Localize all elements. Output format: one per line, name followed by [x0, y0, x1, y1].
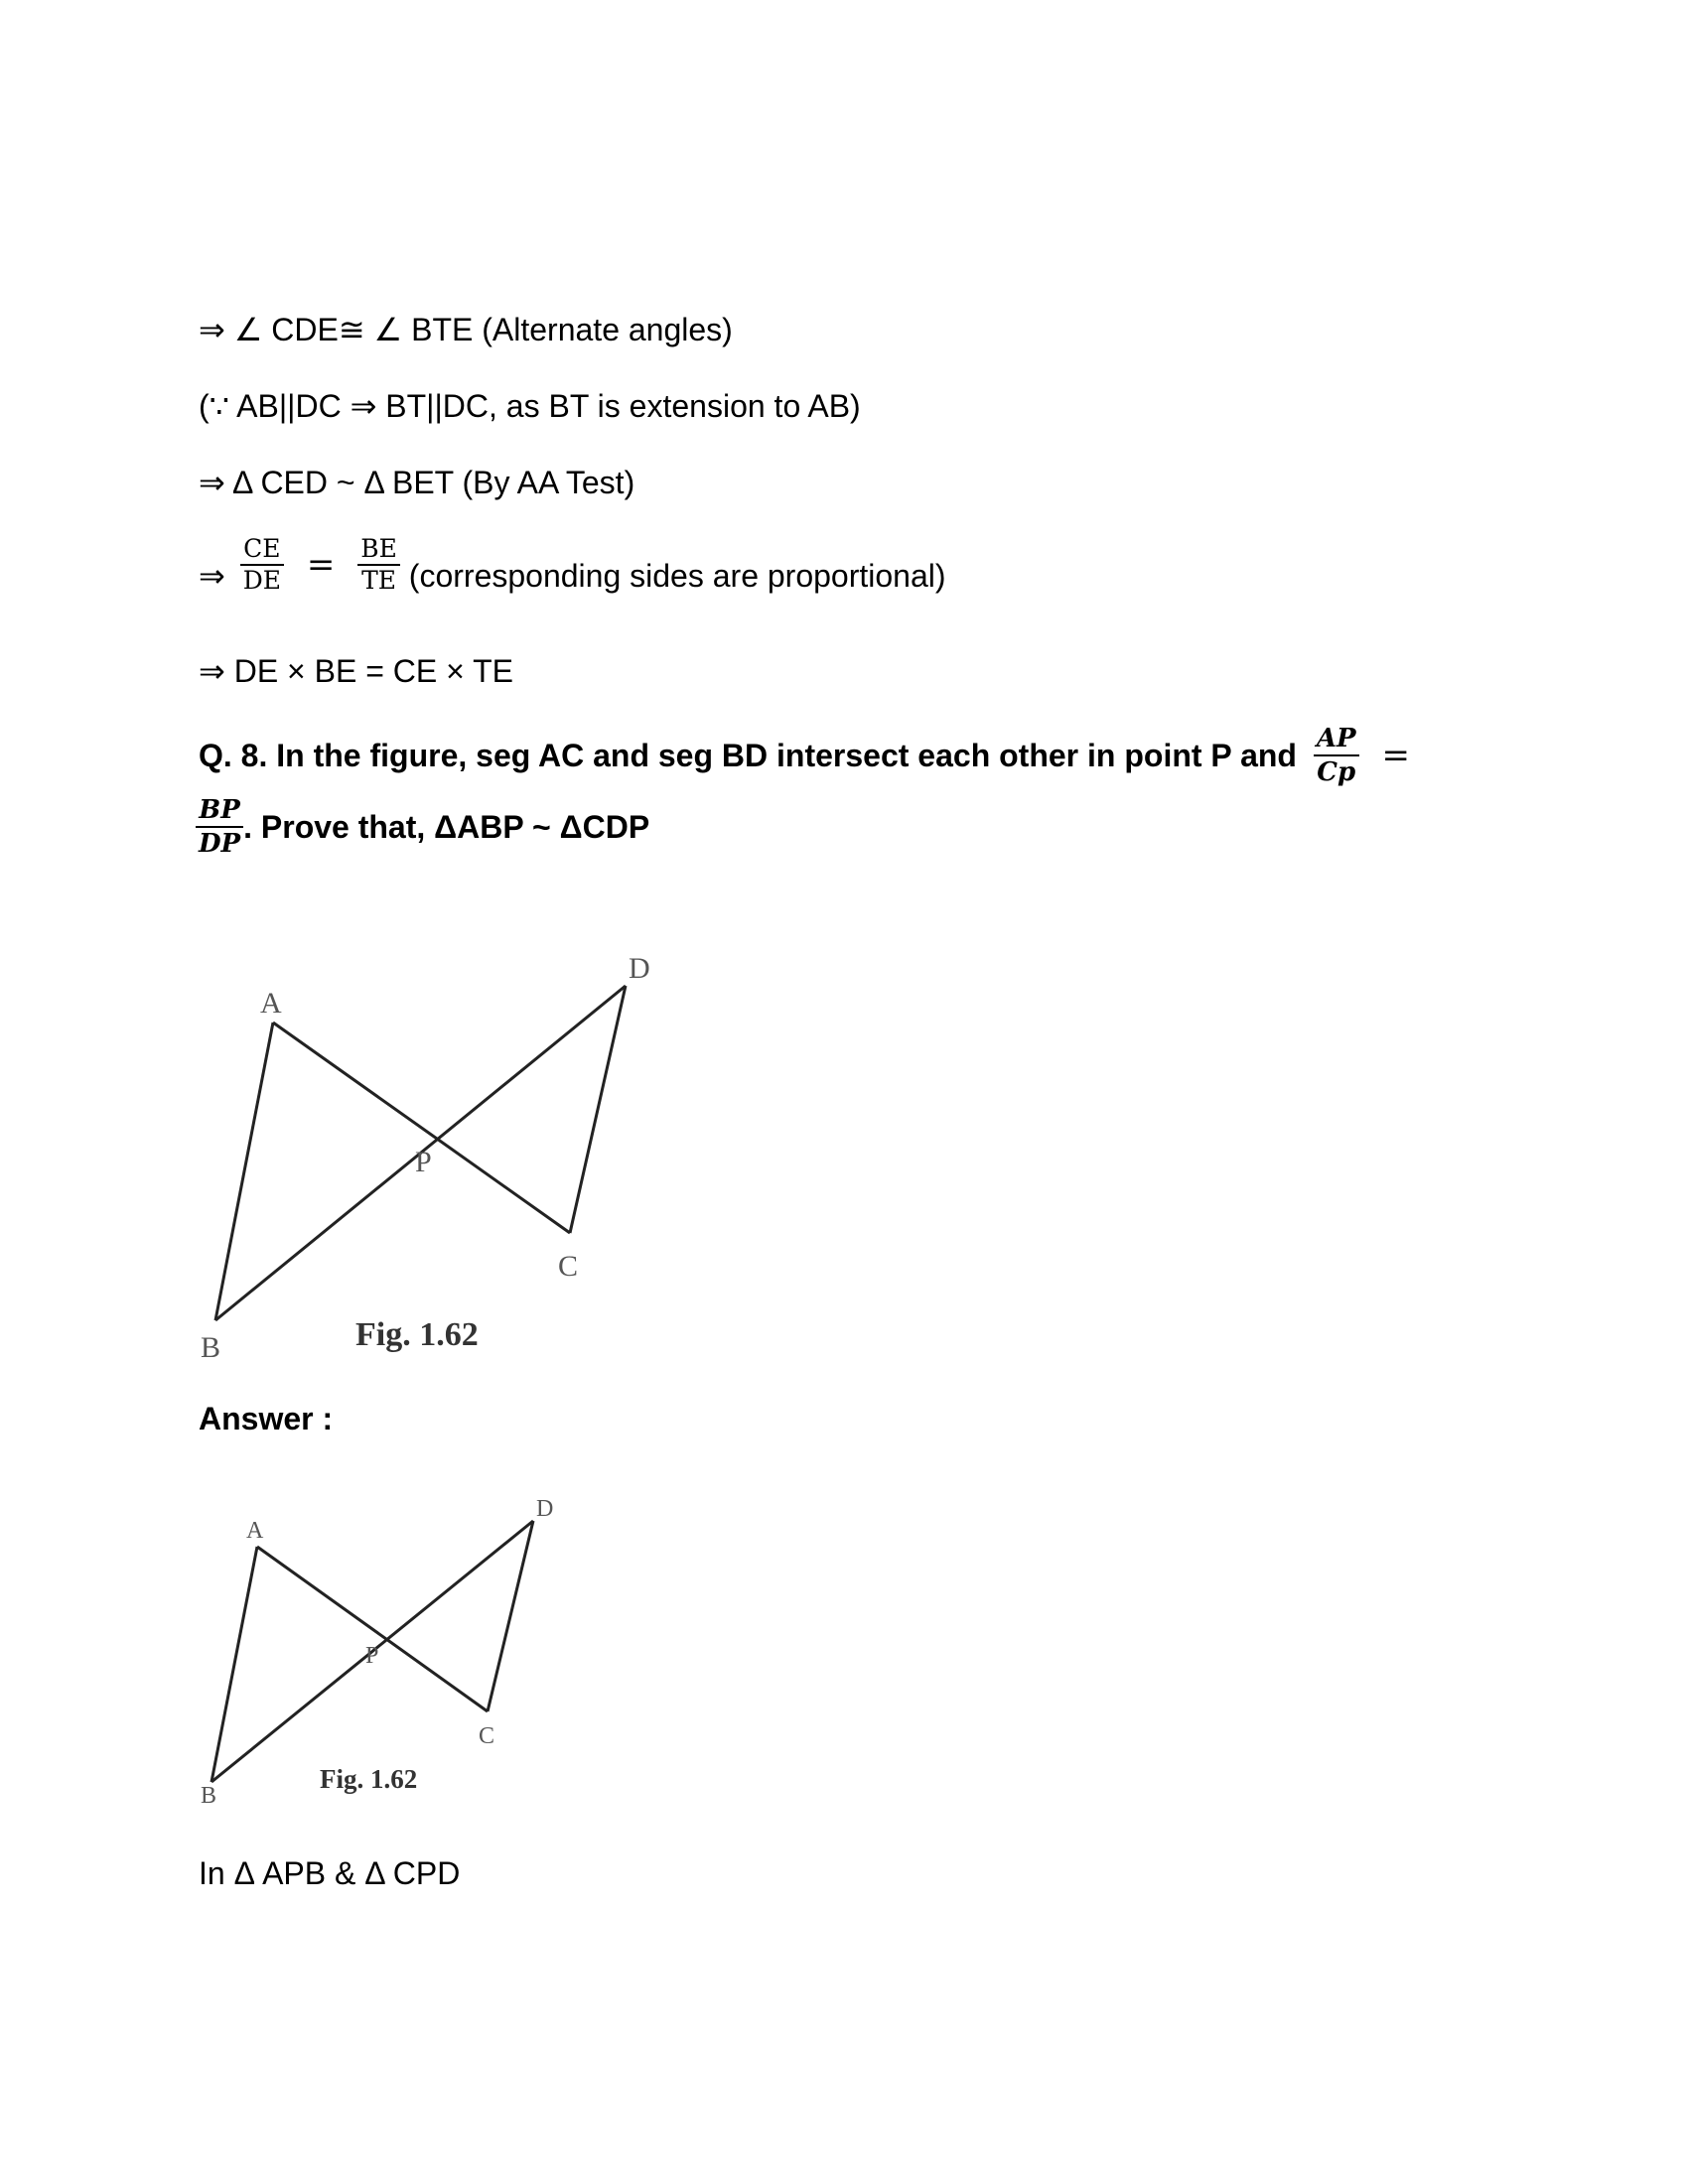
bowtie-diagram [189, 893, 675, 1370]
fraction-be-te [357, 534, 400, 596]
fraction-bp-dp [196, 794, 243, 860]
label-p: P [365, 1643, 379, 1669]
question-8-line-2 [199, 794, 649, 860]
label-b: B [201, 1783, 217, 1809]
label-a: A [260, 987, 282, 1020]
proof-line-similarity: ⇒ Δ CED ~ Δ BET (By AA Test) [199, 465, 635, 500]
answer-label: Answer : [199, 1401, 334, 1436]
question-8-line-1 [199, 723, 1424, 788]
figure-1-62-answer [189, 1439, 576, 1817]
label-d: D [629, 952, 650, 985]
bowtie-diagram [189, 1439, 576, 1817]
figure-caption: Fig. 1.62 [355, 1316, 479, 1353]
proof-line-alternate-angles: ⇒ ∠ CDE≅ ∠ BTE (Alternate angles) [199, 312, 733, 347]
fraction-denominator: DE [242, 566, 281, 595]
equals-sign: = [1381, 736, 1410, 775]
triangles-statement: In Δ APB & Δ CPD [199, 1855, 461, 1891]
label-b: B [201, 1331, 221, 1364]
figure-caption: Fig. 1.62 [320, 1764, 418, 1794]
fraction-numerator: CE [240, 534, 284, 566]
implies-symbol: ⇒ [199, 558, 225, 594]
fraction-denominator: DP [199, 829, 241, 859]
segment-ac [257, 1547, 488, 1711]
label-d: D [536, 1496, 554, 1522]
question-conclusion: . Prove that, ΔABP ~ ΔCDP [243, 809, 650, 845]
figure-1-62-question [189, 893, 675, 1370]
fraction-ce-de [240, 534, 284, 596]
fraction-numerator: BP [196, 794, 243, 828]
fraction-numerator: AP [1314, 723, 1359, 756]
label-p: P [415, 1146, 432, 1178]
segment-ab [211, 1547, 257, 1782]
segment-ab [215, 1023, 273, 1320]
label-a: A [246, 1518, 264, 1544]
segment-ac [273, 1023, 570, 1233]
fraction-denominator: TE [361, 566, 397, 595]
fraction-ap-cp [1314, 723, 1359, 788]
proof-line-proportion [199, 534, 946, 596]
question-text: Q. 8. In the figure, seg AC and seg BD intersect each other in point P and [199, 738, 1297, 773]
proof-line-product: ⇒ DE × BE = CE × TE [199, 653, 514, 689]
proof-line-parallel-reason: (∵ AB||DC ⇒ BT||DC, as BT is extension to AB) [199, 388, 861, 424]
fraction-numerator: BE [357, 534, 400, 566]
proportion-reason: (corresponding sides are proportional) [408, 558, 946, 594]
segment-dc [488, 1521, 533, 1711]
equals-sign: = [306, 545, 336, 585]
label-c: C [479, 1723, 495, 1749]
label-c: C [558, 1250, 579, 1283]
fraction-denominator: Cp [1317, 757, 1356, 787]
